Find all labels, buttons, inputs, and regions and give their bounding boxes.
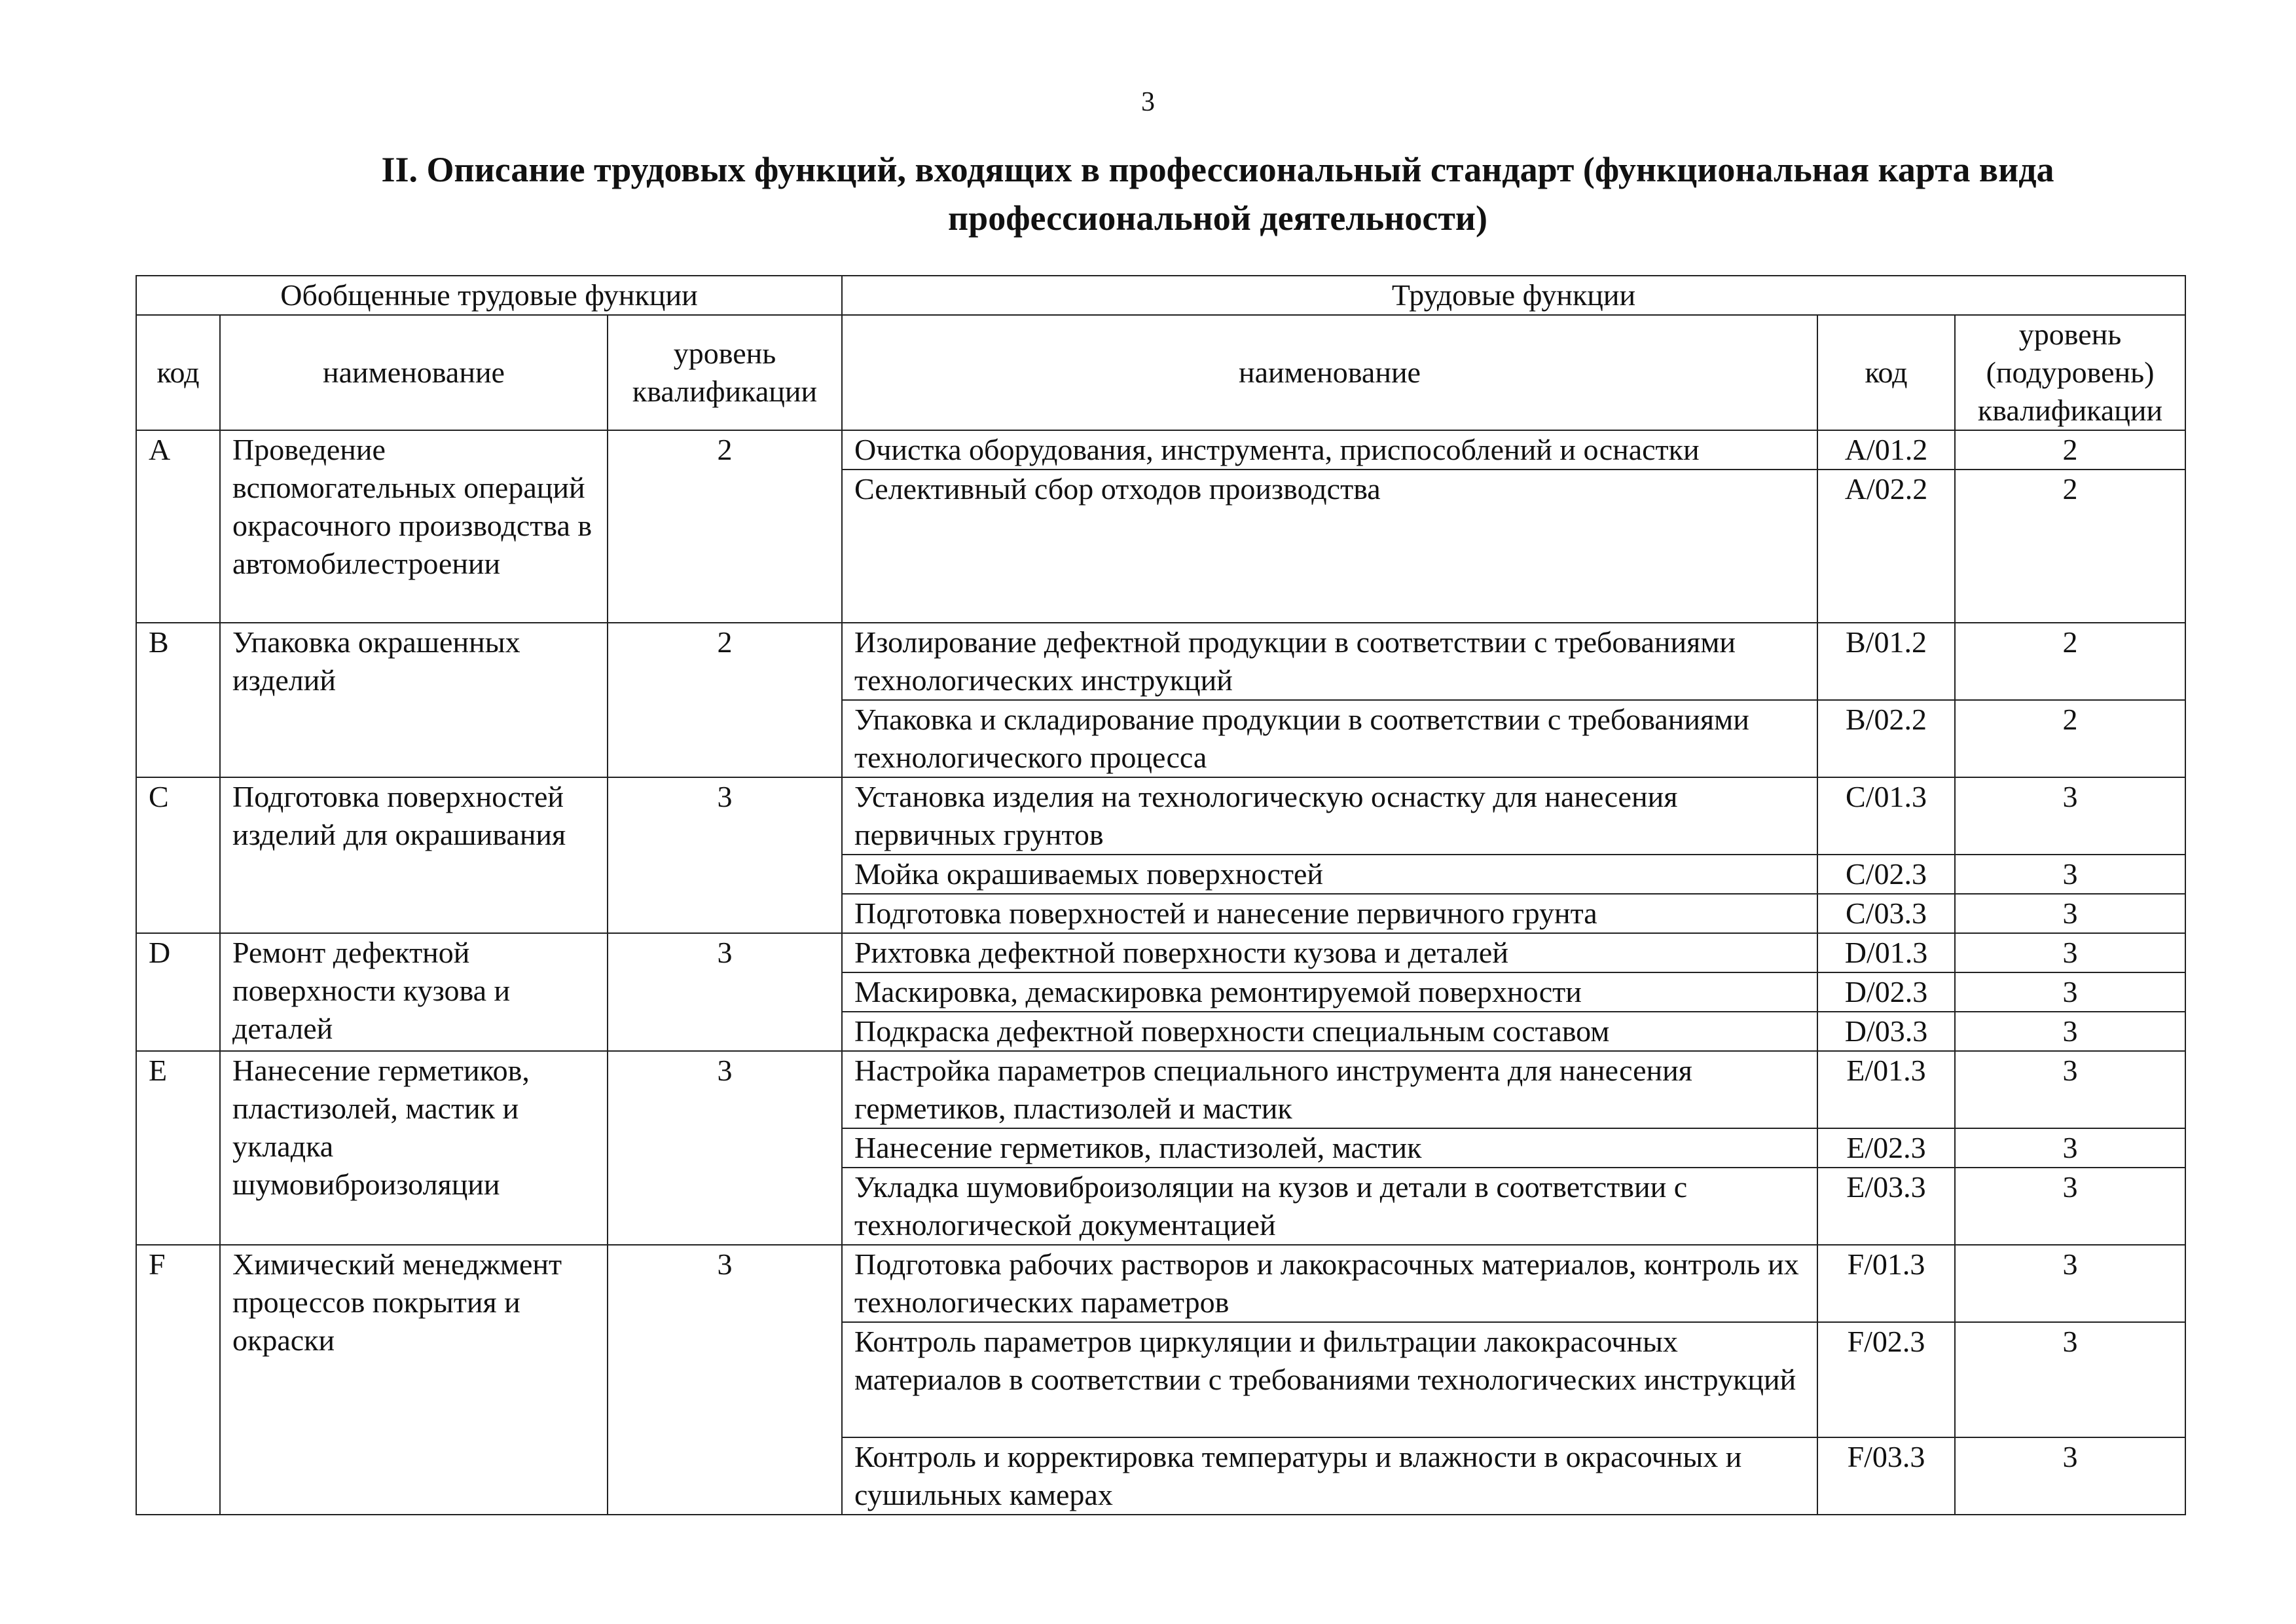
tf-code: B/01.2 [1817,623,1955,700]
header-gtf-level [608,315,842,430]
gtf-level: 3 [608,933,842,1051]
tf-code: B/02.2 [1817,700,1955,777]
gtf-code: A [136,430,220,623]
gtf-level: 3 [608,777,842,933]
header-tf-code: код [1817,315,1955,430]
gtf-code: C [136,777,220,933]
table-row [136,623,2185,700]
tf-code: A/02.2 [1817,470,1955,623]
tf-name: Укладка шумовиброизоляции на кузов и детали в соответствии с технологической документацией [842,1168,1817,1245]
section-title-line1: II. Описание трудовых функций, входящих в профессиональный стандарт (функциональная карта вида [381,150,2054,189]
tf-code: F/03.3 [1817,1437,1955,1515]
table-row [136,777,2185,855]
gtf-code: E [136,1051,220,1245]
tf-code: E/02.3 [1817,1128,1955,1168]
tf-name: Подготовка поверхностей и нанесение первичного грунта [842,894,1817,933]
tf-code: C/01.3 [1817,777,1955,855]
header-row-top [136,276,2185,315]
gtf-code: D [136,933,220,1051]
table-row [136,933,2185,972]
table-row [136,1051,2185,1128]
header-gtf-code: код [136,315,220,430]
header-tf-level-line3: квалификации [1977,394,2163,427]
tf-level: 3 [1955,933,2185,972]
section-title-line2: профессиональной деятельности) [948,198,1487,238]
tf-level: 3 [1955,1245,2185,1322]
gtf-name: Нанесение герметиков, пластизолей, мастик и укладка шумовиброизоляции [220,1051,608,1245]
header-labor-functions: Трудовые функции [842,276,2185,315]
tf-name: Подготовка рабочих растворов и лакокрасочных материалов, контроль их технологических параметров [842,1245,1817,1322]
header-tf-level-line1: уровень [2018,318,2122,351]
tf-name: Настройка параметров специального инструмента для нанесения герметиков, пластизолей и мастик [842,1051,1817,1128]
tf-name: Контроль и корректировка температуры и влажности в окрасочных и сушильных камерах [842,1437,1817,1515]
header-tf-level [1955,315,2185,430]
gtf-level: 3 [608,1245,842,1515]
gtf-name: Подготовка поверхностей изделий для окрашивания [220,777,608,933]
tf-level: 3 [1955,1437,2185,1515]
tf-level: 2 [1955,623,2185,700]
functional-map-table [136,275,2186,1515]
tf-name: Упаковка и складирование продукции в соответствии с требованиями технологического процесса [842,700,1817,777]
header-row-columns [136,315,2185,430]
gtf-code: F [136,1245,220,1515]
tf-code: D/03.3 [1817,1012,1955,1051]
gtf-name: Химический менеджмент процессов покрытия и окраски [220,1245,608,1515]
header-tf-name: наименование [842,315,1817,430]
table-row [136,1245,2185,1322]
tf-level: 3 [1955,1051,2185,1128]
tf-level: 3 [1955,894,2185,933]
page-number: 3 [1141,87,1155,117]
tf-code: F/01.3 [1817,1245,1955,1322]
tf-name: Нанесение герметиков, пластизолей, мастик [842,1128,1817,1168]
gtf-name: Упаковка окрашенных изделий [220,623,608,777]
tf-name: Подкраска дефектной поверхности специальным составом [842,1012,1817,1051]
tf-name: Селективный сбор отходов производства [842,470,1817,623]
tf-level: 3 [1955,855,2185,894]
tf-level: 3 [1955,1168,2185,1245]
tf-name: Очистка оборудования, инструмента, приспособлений и оснастки [842,430,1817,470]
tf-name: Маскировка, демаскировка ремонтируемой поверхности [842,972,1817,1012]
header-gtf-level-line1: уровень [673,337,776,370]
tf-code: C/02.3 [1817,855,1955,894]
tf-code: C/03.3 [1817,894,1955,933]
header-gtf-level-line2: квалификации [632,375,818,408]
tf-code: D/02.3 [1817,972,1955,1012]
gtf-code: B [136,623,220,777]
tf-name: Контроль параметров циркуляции и фильтрации лакокрасочных материалов в соответствии с требованиями технологических инструкций [842,1322,1817,1437]
tf-level: 3 [1955,777,2185,855]
header-gtf-name: наименование [220,315,608,430]
table-row [136,430,2185,470]
gtf-level: 2 [608,430,842,623]
header-tf-level-line2: (подуровень) [1986,356,2155,389]
tf-name: Рихтовка дефектной поверхности кузова и деталей [842,933,1817,972]
gtf-name: Ремонт дефектной поверхности кузова и деталей [220,933,608,1051]
tf-level: 2 [1955,430,2185,470]
tf-level: 3 [1955,972,2185,1012]
gtf-level: 3 [608,1051,842,1245]
tf-level: 3 [1955,1322,2185,1437]
tf-name: Мойка окрашиваемых поверхностей [842,855,1817,894]
tf-level: 2 [1955,700,2185,777]
tf-level: 2 [1955,470,2185,623]
tf-name: Изолирование дефектной продукции в соответствии с требованиями технологических инструкций [842,623,1817,700]
tf-code: A/01.2 [1817,430,1955,470]
tf-name: Установка изделия на технологическую оснастку для нанесения первичных грунтов [842,777,1817,855]
section-title [196,145,2239,242]
gtf-level: 2 [608,623,842,777]
functional-map-body [136,430,2185,1515]
tf-code: E/03.3 [1817,1168,1955,1245]
tf-code: D/01.3 [1817,933,1955,972]
gtf-name: Проведение вспомогательных операций окрасочного производства в автомобилестроении [220,430,608,623]
header-generalized-functions: Обобщенные трудовые функции [136,276,842,315]
tf-level: 3 [1955,1012,2185,1051]
tf-code: E/01.3 [1817,1051,1955,1128]
tf-code: F/02.3 [1817,1322,1955,1437]
tf-level: 3 [1955,1128,2185,1168]
